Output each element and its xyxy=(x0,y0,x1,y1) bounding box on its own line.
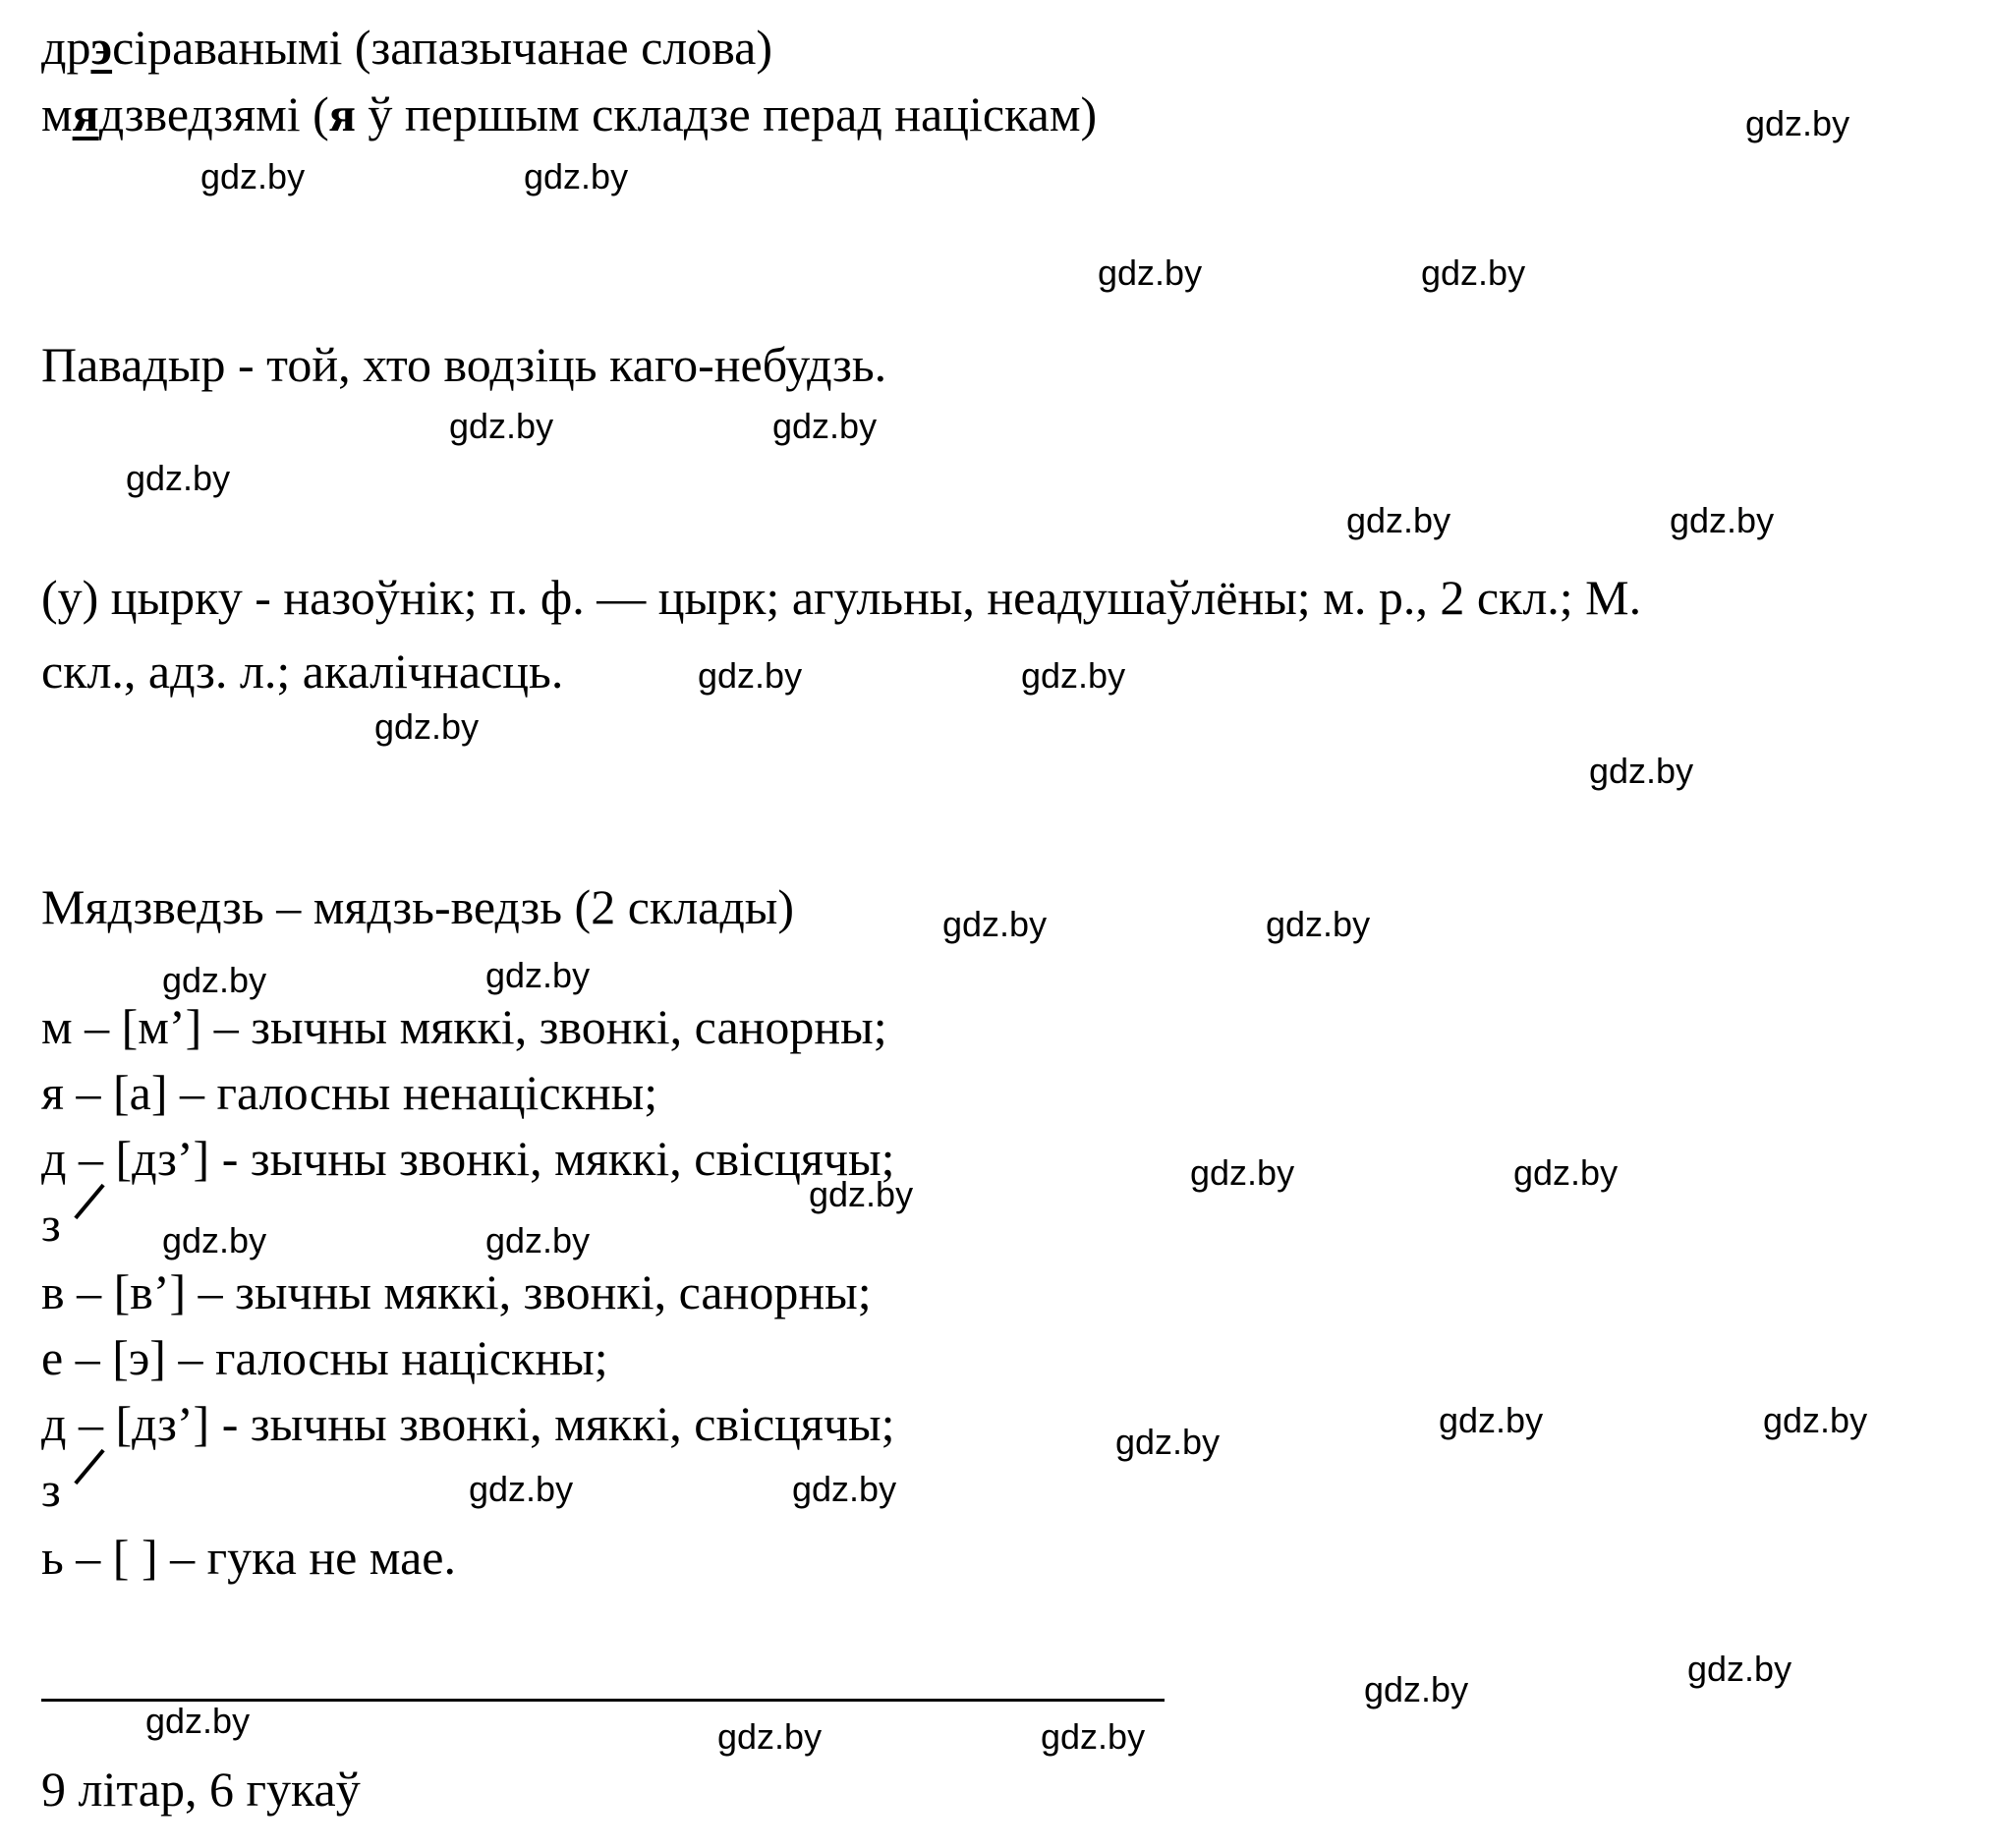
watermark: gdz.by xyxy=(145,1701,251,1741)
parse-line-2: скл., адз. л.; акалічнасць. xyxy=(41,644,564,699)
sound-line-d1: д – [дз’] - зычны звонкі, мяккі, свісцячы; xyxy=(41,1131,895,1186)
watermark: gdz.by xyxy=(1266,904,1371,944)
watermark: gdz.by xyxy=(942,904,1048,944)
watermark: gdz.by xyxy=(772,406,878,446)
watermark: gdz.by xyxy=(1346,500,1451,540)
watermark: gdz.by xyxy=(792,1469,897,1509)
watermark: gdz.by xyxy=(1589,751,1694,791)
sound-line-e: е – [э] – галосны націскны; xyxy=(41,1330,608,1385)
watermark: gdz.by xyxy=(717,1716,823,1757)
sound-line-ya: я – [а] – галосны ненаціскны; xyxy=(41,1065,658,1120)
watermark: gdz.by xyxy=(1364,1669,1469,1709)
sound-line-z2: з xyxy=(41,1462,61,1517)
word-line-2: мядзведзямі (я ў першым складзе перад націскам) xyxy=(41,86,1098,141)
watermark: gdz.by xyxy=(1670,500,1775,540)
slash-mark xyxy=(74,1184,104,1219)
sound-line-z1: з xyxy=(41,1197,61,1252)
watermark: gdz.by xyxy=(485,1220,591,1260)
watermark: gdz.by xyxy=(1421,252,1526,293)
total-line: 9 літар, 6 гукаў xyxy=(41,1762,361,1817)
watermark: gdz.by xyxy=(374,706,480,747)
sound-line-soft-sign: ь – [ ] – гука не мае. xyxy=(41,1530,456,1585)
definition-line: Павадыр - той, хто водзіць каго-небудзь. xyxy=(41,337,887,392)
watermark: gdz.by xyxy=(1513,1152,1619,1193)
sound-line-d2: д – [дз’] - зычны звонкі, мяккі, свісцячы; xyxy=(41,1396,895,1451)
watermark: gdz.by xyxy=(1041,1716,1146,1757)
watermark: gdz.by xyxy=(524,156,629,196)
watermark: gdz.by xyxy=(1763,1400,1868,1440)
watermark: gdz.by xyxy=(1190,1152,1295,1193)
watermark: gdz.by xyxy=(126,458,231,498)
watermark: gdz.by xyxy=(1115,1422,1221,1462)
watermark: gdz.by xyxy=(809,1174,914,1214)
watermark: gdz.by xyxy=(1439,1400,1544,1440)
syllables-line: Мядзведзь – мядзь-ведзь (2 склады) xyxy=(41,879,795,934)
watermark: gdz.by xyxy=(1745,103,1850,143)
watermark: gdz.by xyxy=(1098,252,1203,293)
slash-mark xyxy=(74,1449,104,1484)
watermark: gdz.by xyxy=(485,955,591,995)
watermark: gdz.by xyxy=(1021,655,1126,696)
watermark: gdz.by xyxy=(1687,1649,1792,1689)
watermark: gdz.by xyxy=(449,406,554,446)
watermark: gdz.by xyxy=(200,156,306,196)
sound-line-v: в – [в’] – зычны мяккі, звонкі, санорны; xyxy=(41,1264,872,1319)
sound-line-m: м – [м’] – зычны мяккі, звонкі, санорны; xyxy=(41,999,887,1054)
watermark: gdz.by xyxy=(698,655,803,696)
watermark: gdz.by xyxy=(469,1469,574,1509)
parse-line-1: (у) цырку - назоўнік; п. ф. — цырк; агульны, неадушаўлёны; м. р., 2 скл.; М. xyxy=(41,570,1642,625)
watermark: gdz.by xyxy=(162,960,267,1000)
watermark: gdz.by xyxy=(162,1220,267,1260)
word-line-1: дрэсіраванымі (запазычанае слова) xyxy=(41,20,773,75)
